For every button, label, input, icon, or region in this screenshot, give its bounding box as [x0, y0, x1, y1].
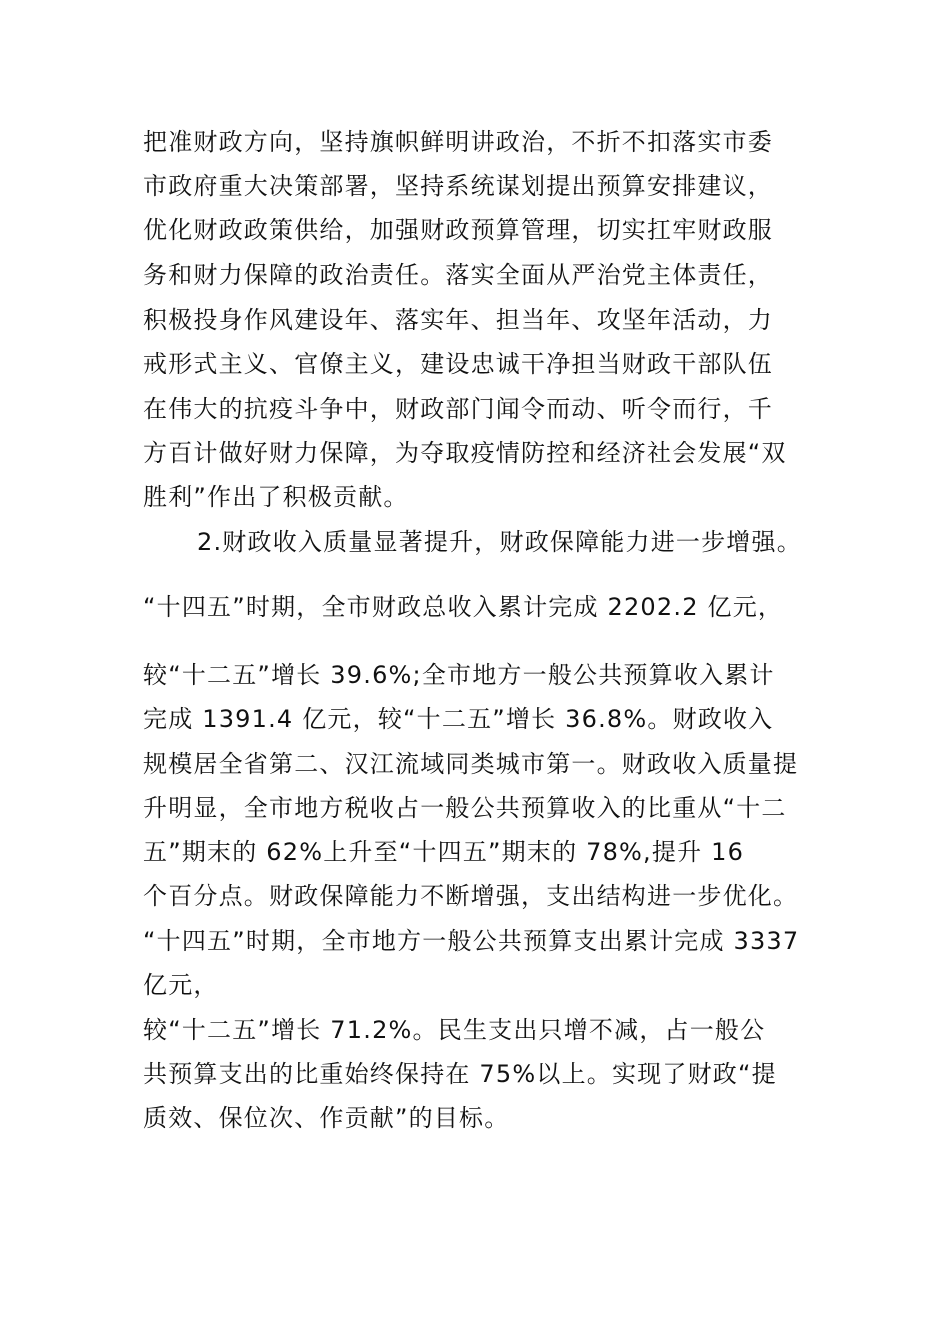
text-line: 较“十二五”增长 39.6%;全市地方一般公共预算收入累计 — [143, 661, 775, 689]
text-line: 胜利”作出了积极贡献。 — [143, 483, 409, 511]
text-line: 质效、保位次、作贡献”的目标。 — [143, 1104, 510, 1132]
text-line: 优化财政政策供给，加强财政预算管理，切实扛牢财政服 — [143, 216, 773, 244]
text-line: 升明显，全市地方税收占一般公共预算收入的比重从“十二 — [143, 794, 787, 822]
text-line: 积极投身作风建设年、落实年、担当年、攻坚年活动，力 — [143, 306, 773, 334]
text-line: 方百计做好财力保障，为夺取疫情防控和经济社会发展“双 — [143, 439, 787, 467]
text-line: 戒形式主义、官僚主义，建设忠诚干净担当财政干部队伍 — [143, 350, 773, 378]
text-line: 共预算支出的比重始终保持在 75%以上。实现了财政“提 — [143, 1060, 777, 1088]
text-line: 市政府重大决策部署，坚持系统谋划提出预算安排建议， — [143, 172, 773, 200]
text-line: “十四五”时期，全市地方一般公共预算支出累计完成 3337 — [143, 927, 800, 955]
section-heading: 2.财政收入质量显著提升，财政保障能力进一步增强。 — [197, 528, 802, 556]
text-line: 较“十二五”增长 71.2%。民生支出只增不减，占一般公 — [143, 1016, 766, 1044]
text-line: 务和财力保障的政治责任。落实全面从严治党主体责任， — [143, 261, 773, 289]
text-line: 规模居全省第二、汉江流域同类城市第一。财政收入质量提 — [143, 750, 799, 778]
text-line: “十四五”时期，全市财政总收入累计完成 2202.2 亿元， — [143, 593, 784, 621]
text-line: 完成 1391.4 亿元，较“十二五”增长 36.8%。财政收入 — [143, 705, 774, 733]
text-line: 五”期末的 62%上升至“十四五”期末的 78%,提升 16 — [143, 838, 745, 866]
text-line: 亿元， — [143, 971, 219, 999]
text-line: 在伟大的抗疫斗争中，财政部门闻令而动、听令而行，千 — [143, 395, 773, 423]
text-line: 个百分点。财政保障能力不断增强，支出结构进一步优化。 — [143, 882, 799, 910]
text-line: 把准财政方向，坚持旗帜鲜明讲政治，不折不扣落实市委 — [143, 128, 773, 156]
